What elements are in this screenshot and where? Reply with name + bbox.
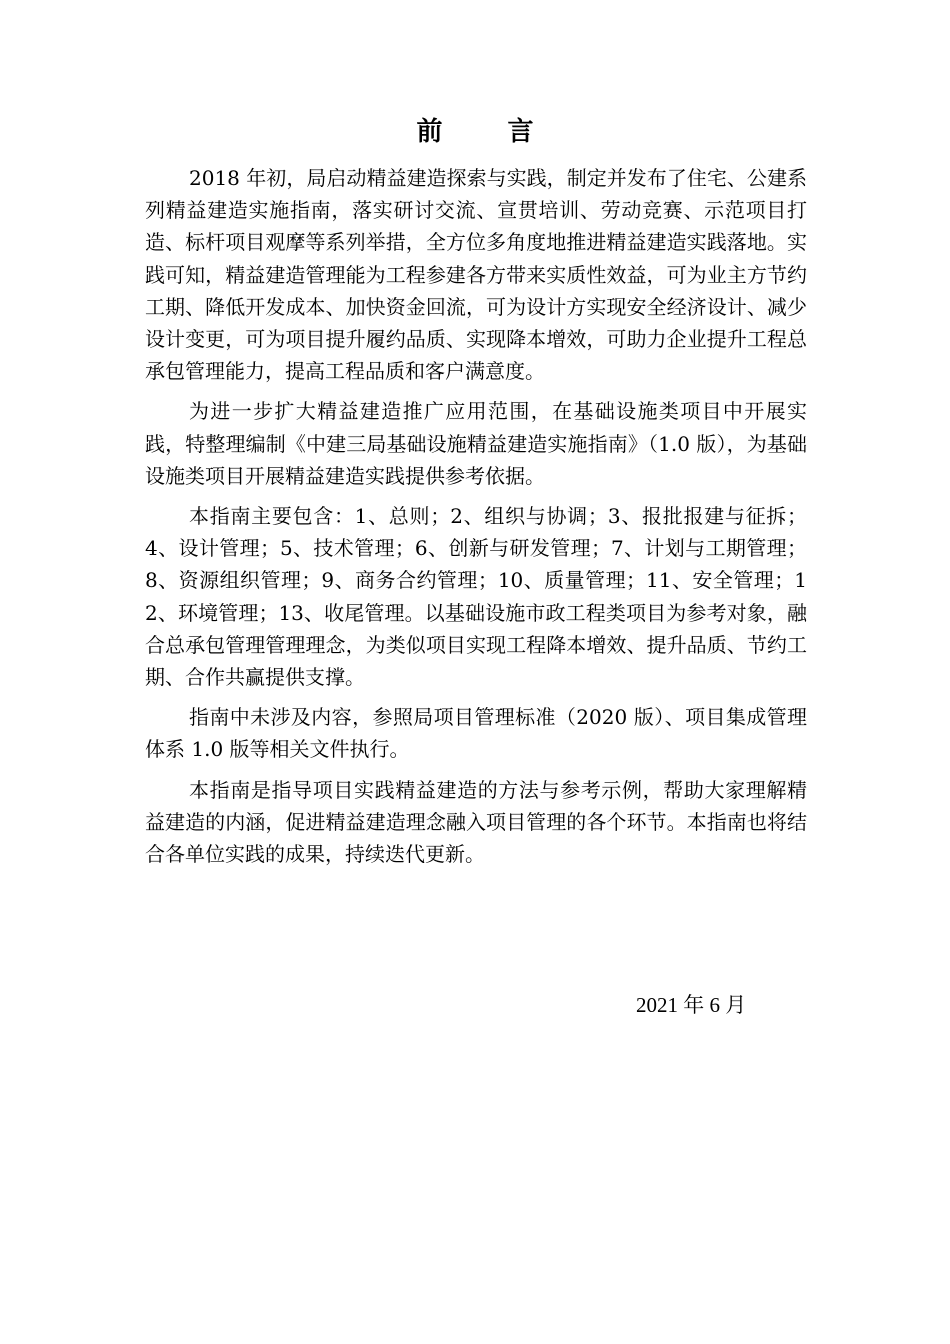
paragraph-contents: 本指南主要包含：1、总则；2、组织与协调；3、报批报建与征拆；4、设计管理；5、技术管理；6、创新与研发管理；7、计划与工期管理；8、资源组织管理；9、商务合约管理；10、质量管理；11、安全管理；12、环境管理；13、收尾管理。以基础设施市政工程类项目为参考对象，融合总承包管理管理理念，为类似项目实现工程降本增效、提升品质、节约工期、合作共赢提供支撑。 [145, 504, 807, 690]
document-body [145, 162, 807, 878]
paragraph-intro: 2018 年初，局启动精益建造探索与实践，制定并发布了住宅、公建系列精益建造实施指南，落实研讨交流、宣贯培训、劳动竞赛、示范项目打造、标杆项目观摩等系列举措，全方位多角度地推进精益建造实践落地。实践可知，精益建造管理能为工程参建各方带来实质性效益，可为业主方节约工期、降低开发成本、加快资金回流，可为设计方实现安全经济设计、减少设计变更，可为项目提升履约品质、实现降本增效，可助力企业提升工程总承包管理能力，提高工程品质和客户满意度。 [145, 166, 807, 384]
page-title: 前 言 [416, 117, 562, 147]
paragraph-purpose: 为进一步扩大精益建造推广应用范围，在基础设施类项目中开展实践，特整理编制《中建三局基础设施精益建造实施指南》（1.0 版），为基础设施类项目开展精益建造实践提供参考依据。 [145, 399, 807, 488]
paragraph-reference: 指南中未涉及内容，参照局项目管理标准（2020 版）、项目集成管理体系 1.0 版等相关文件执行。 [145, 705, 807, 762]
paragraph-closing: 本指南是指导项目实践精益建造的方法与参考示例，帮助大家理解精益建造的内涵，促进精益建造理念融入项目管理的各个环节。本指南也将结合各单位实践的成果，持续迭代更新。 [145, 777, 807, 867]
document-date: 2021 年 6 月 [636, 993, 747, 1017]
